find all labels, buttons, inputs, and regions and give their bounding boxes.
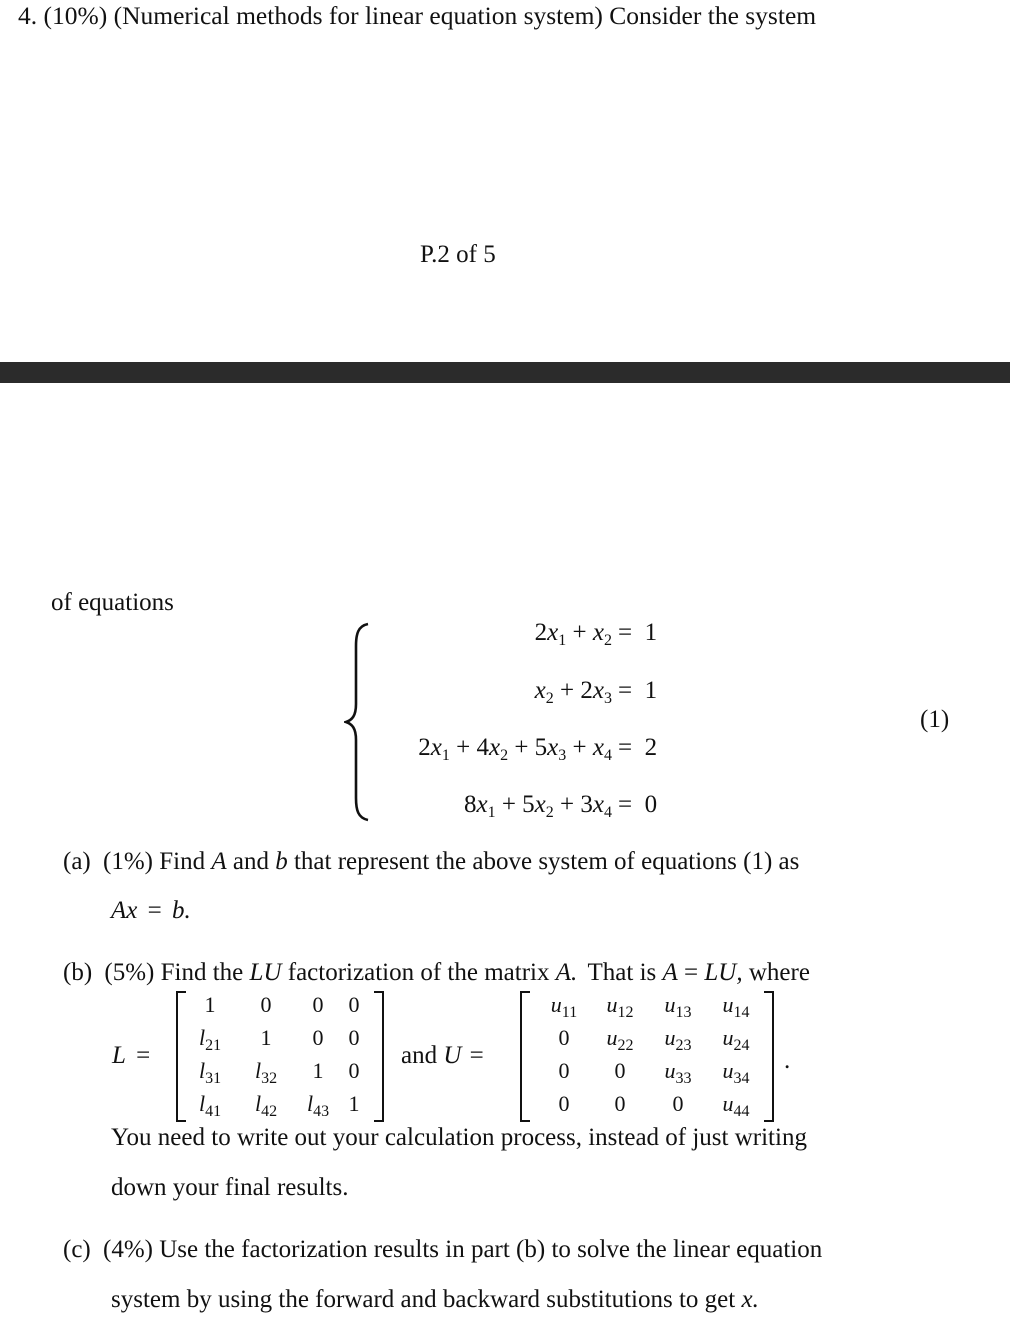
matrix-U-left-bracket — [520, 991, 530, 1122]
matrix-U-entry: $u_{22}$ — [606, 1025, 634, 1054]
matrix-U-entry: 0 — [558, 1091, 570, 1116]
equation-rhs: = 0 — [618, 791, 658, 818]
part-c-line2 — [111, 1285, 759, 1315]
equation-term: $4x_2$ — [476, 734, 509, 764]
left-brace — [344, 622, 374, 822]
symbol-L: L — [112, 1042, 126, 1069]
matrix-L-left-bracket — [176, 991, 186, 1122]
equals-sign: = — [136, 1042, 151, 1069]
symbol-b: b — [275, 848, 288, 875]
matrix-L-entry: $l_{42}$ — [254, 1091, 278, 1120]
equation-number: (1) — [920, 706, 950, 733]
equation-rhs: = 1 — [618, 677, 658, 704]
matrix-U-entry: $u_{34}$ — [722, 1058, 750, 1087]
equation-rhs: LU, — [704, 959, 743, 986]
matrix-U-entry: 0 — [614, 1091, 626, 1116]
page-separator-bar — [0, 362, 1010, 383]
part-b-note-line2: down your final results. — [111, 1174, 349, 1201]
part-a-text-rest: that represent the above system of equations (1) as — [293, 848, 800, 875]
equation-term: $5x_3$ — [534, 734, 567, 764]
and-text: and — [401, 1042, 438, 1069]
part-c-line1 — [63, 1235, 822, 1265]
matrix-L-entry: 0 — [348, 1025, 360, 1050]
symbol-A: A. — [555, 959, 578, 986]
equation-term: $2x_1$ — [534, 619, 567, 649]
equation-rhs: = 2 — [618, 734, 658, 761]
plus-sign: + — [566, 619, 593, 646]
equation-term: $x_2$ — [592, 619, 612, 649]
part-a-text-find: Find — [159, 848, 206, 875]
part-b-label: (b) — [63, 959, 93, 986]
part-a-text-and: and — [232, 848, 269, 875]
matrix-L-entry: 0 — [260, 992, 272, 1017]
symbol-U: U — [443, 1042, 462, 1069]
equation-term: $x_4$ — [592, 734, 612, 764]
plus-sign: + — [553, 791, 581, 818]
matrix-U-entry: $u_{11}$ — [550, 992, 578, 1021]
matrix-L-entry: 0 — [312, 992, 324, 1017]
matrix-L-label — [112, 1041, 150, 1071]
part-c-label: (c) — [63, 1236, 91, 1263]
matrix-U-entry: 0 — [558, 1058, 570, 1083]
equation-term: $8x_1$ — [463, 791, 496, 821]
part-a-line1 — [63, 847, 799, 877]
part-b-text-factorization: factorization of the matrix — [287, 959, 550, 986]
matrix-U-entry: 0 — [558, 1025, 570, 1050]
symbol-LU: LU — [249, 959, 282, 986]
equation-lhs: Ax — [111, 897, 138, 924]
matrix-L-entry: $l_{32}$ — [254, 1058, 278, 1087]
question-header: 4. (10%) (Numerical methods for linear equation system) Consider the system — [18, 1, 817, 30]
plus-sign: + — [495, 791, 523, 818]
part-c-weight: (4%) — [103, 1236, 153, 1263]
part-b-line1 — [63, 958, 810, 988]
plus-sign: + — [566, 734, 593, 761]
matrix-L-entry: 1 — [348, 1091, 360, 1116]
part-a-line2 — [111, 896, 191, 926]
equation-lhs: A — [662, 959, 678, 986]
matrix-U-entry: $u_{13}$ — [664, 992, 692, 1021]
matrix-L-entry: $l_{31}$ — [198, 1058, 222, 1087]
equals-sign: = — [684, 959, 699, 986]
matrix-U-entry: $u_{23}$ — [664, 1025, 692, 1054]
matrix-U-right-bracket — [764, 991, 774, 1122]
matrix-U-entry: 0 — [614, 1058, 626, 1083]
page-number-label: P.2 of 5 — [420, 241, 496, 268]
equals-sign: = — [147, 897, 162, 924]
equation-term: $3x_4$ — [580, 791, 612, 821]
equation-lhs — [464, 790, 612, 820]
matrix-L-entry: 0 — [312, 1025, 324, 1050]
plus-sign: + — [449, 734, 477, 761]
matrix-U-entry: $u_{24}$ — [722, 1025, 750, 1054]
equation-term: $5x_2$ — [522, 791, 554, 821]
equation-lhs — [418, 733, 612, 763]
part-b-text-find: Find the — [160, 959, 244, 986]
matrix-L-entry: 0 — [348, 1058, 360, 1083]
matrix-L-entry: 1 — [312, 1058, 324, 1083]
equation-term: $2x_3$ — [580, 677, 612, 707]
equation-rhs: b. — [171, 897, 191, 924]
part-b-weight: (5%) — [104, 959, 155, 986]
intro-continuation: of equations — [51, 589, 174, 616]
symbol-A: A — [211, 848, 227, 875]
matrix-U-entry: $u_{44}$ — [722, 1091, 750, 1120]
matrix-L-entry: $l_{41}$ — [198, 1091, 222, 1120]
matrix-U-entry: 0 — [672, 1091, 684, 1116]
equation-lhs — [535, 676, 612, 706]
plus-sign: + — [508, 734, 535, 761]
part-b-note-line1: You need to write out your calculation process, instead of just writing — [111, 1124, 807, 1151]
symbol-x: x. — [741, 1286, 759, 1313]
part-b-text-that-is: That is — [587, 959, 657, 986]
equals-sign: = — [469, 1042, 484, 1069]
matrix-U-entry: $u_{12}$ — [606, 992, 634, 1021]
part-c-text: Use the factorization results in part (b) to solve the linear equation — [159, 1236, 823, 1263]
matrix-L-entry: $l_{21}$ — [198, 1025, 222, 1054]
matrix-U-entry: $u_{33}$ — [664, 1058, 692, 1087]
matrix-period: . — [784, 1047, 791, 1074]
equation-lhs — [535, 618, 612, 648]
part-a-label: (a) — [63, 848, 91, 875]
matrix-L-entry: $l_{43}$ — [306, 1091, 330, 1120]
equation-term: $x_2$ — [534, 677, 554, 707]
plus-sign: + — [553, 677, 581, 704]
matrix-L-entry: 1 — [260, 1025, 272, 1050]
matrix-U-entry: $u_{14}$ — [722, 992, 750, 1021]
matrix-L-entry: 1 — [204, 992, 216, 1017]
matrix-L-entry: 0 — [348, 992, 360, 1017]
part-b-text-where: where — [748, 959, 810, 986]
equation-rhs: = 1 — [618, 619, 658, 646]
part-a-weight: (1%) — [103, 848, 153, 875]
matrix-U-label — [401, 1041, 484, 1071]
part-c-text: system by using the forward and backward substitutions to get — [111, 1286, 736, 1313]
equation-term: $2x_1$ — [418, 734, 450, 764]
